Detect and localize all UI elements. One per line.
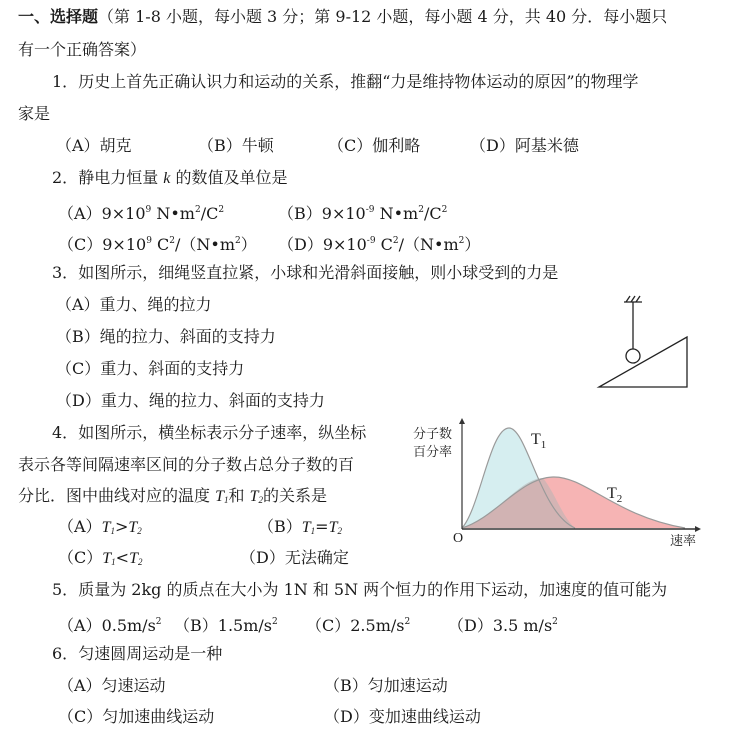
q1-option-c[interactable]: （C）伽利略 [328,136,421,155]
incline-ball-figure [596,292,696,392]
q6-option-d[interactable]: （D）变加速曲线运动 [324,707,481,726]
q3-option-d[interactable]: （D）重力、绳的拉力、斜面的支持力 [56,391,325,410]
q5-option-c[interactable]: $(C)2.5m/s^2$ [306,616,411,635]
question-1-stem: 1．历史上首先正确认识力和运动的关系，推翻“力是维持物体运动的原因”的物理学 [52,72,639,91]
q4-option-c[interactable]: $(C)T_1<T_2$ [58,548,143,567]
q5-option-a[interactable]: $(A)0.5m/s^2$ [58,616,162,635]
section-header [18,7,667,27]
q6-option-b[interactable]: （B）匀加速运动 [324,676,448,695]
question-6-stem: 6．匀速圆周运动是一种 [52,644,223,663]
q2-option-c[interactable]: $(C)9\times 10^9$ $C^2/(N•m^2)$ [58,235,257,254]
x-axis-label: 速率 [670,534,697,549]
q2-option-b[interactable]: $(B)9\times 10^{-9}$ $N•m^2/C^2$ [278,204,448,223]
q2-option-d[interactable]: $(D)9\times 10^{-9}$ $C^2/(N•m^2)$ [278,235,481,254]
q1-option-d[interactable]: （D）阿基米德 [470,136,579,155]
q5-option-d[interactable]: （D）3.5 $m/s^2$ [448,616,558,635]
section-note: （第 1-8 小题，每小题 3 分；第 9-12 小题，每小题 4 分，共 40 分．每小题只 [98,7,668,26]
question-3-stem: 3．如图所示，细绳竖直拉紧，小球和光滑斜面接触，则小球受到的力是 [52,263,559,282]
y-axis-label-1: 分子数 [413,427,453,442]
question-2-stem: 2．静电力恒量 k 的数值及单位是 [52,168,288,187]
y-axis-label-2: 百分率 [413,445,453,460]
t2-label: $T_2$ [607,485,623,505]
question-4-stem-cont2: 分比．图中曲线对应的温度 $T_1$和 $T_2$的关系是 [18,486,328,505]
origin-label: O [453,531,464,546]
q3-option-a[interactable]: （A）重力、绳的拉力 [56,295,212,314]
speed-distribution-chart [405,418,705,553]
q4-option-b[interactable]: $(B)T_1=T_2$ [258,517,342,536]
question-5-stem: 5．质量为 2kg 的质点在大小为 1N 和 5N 两个恒力的作用下运动，加速度的值可能为 [52,580,668,599]
q4-option-a[interactable]: $(A)T_1>T_2$ [58,517,142,536]
question-1-stem-cont: 家是 [18,104,51,123]
question-4-stem: 4．如图所示，横坐标表示分子速率，纵坐标 [52,423,367,442]
q6-option-a[interactable]: （A）匀速运动 [58,676,166,695]
q5-option-b[interactable]: $(B)1.5m/s^2$ [174,616,278,635]
q1-option-b[interactable]: （B）牛顿 [198,136,274,155]
q1-option-a[interactable]: （A）胡克 [56,136,132,155]
section-note-cont: 有一个正确答案） [18,40,147,59]
q6-option-c[interactable]: （C）匀加速曲线运动 [58,707,215,726]
ball-icon [626,349,640,363]
t1-label: $T_1$ [531,431,547,451]
q3-option-b[interactable]: （B）绳的拉力、斜面的支持力 [56,327,276,346]
section-title: 一、选择题 [18,7,99,26]
incline-triangle [599,337,687,387]
q4-option-d[interactable]: （D）无法确定 [240,548,349,567]
q2-option-a[interactable]: $(A)9\times 10^9$ $N•m^2/C^2$ [58,204,225,223]
question-4-stem-cont: 表示各等间隔速率区间的分子数占总分子数的百 [18,455,355,474]
q3-option-c[interactable]: （C）重力、斜面的支持力 [56,359,245,378]
